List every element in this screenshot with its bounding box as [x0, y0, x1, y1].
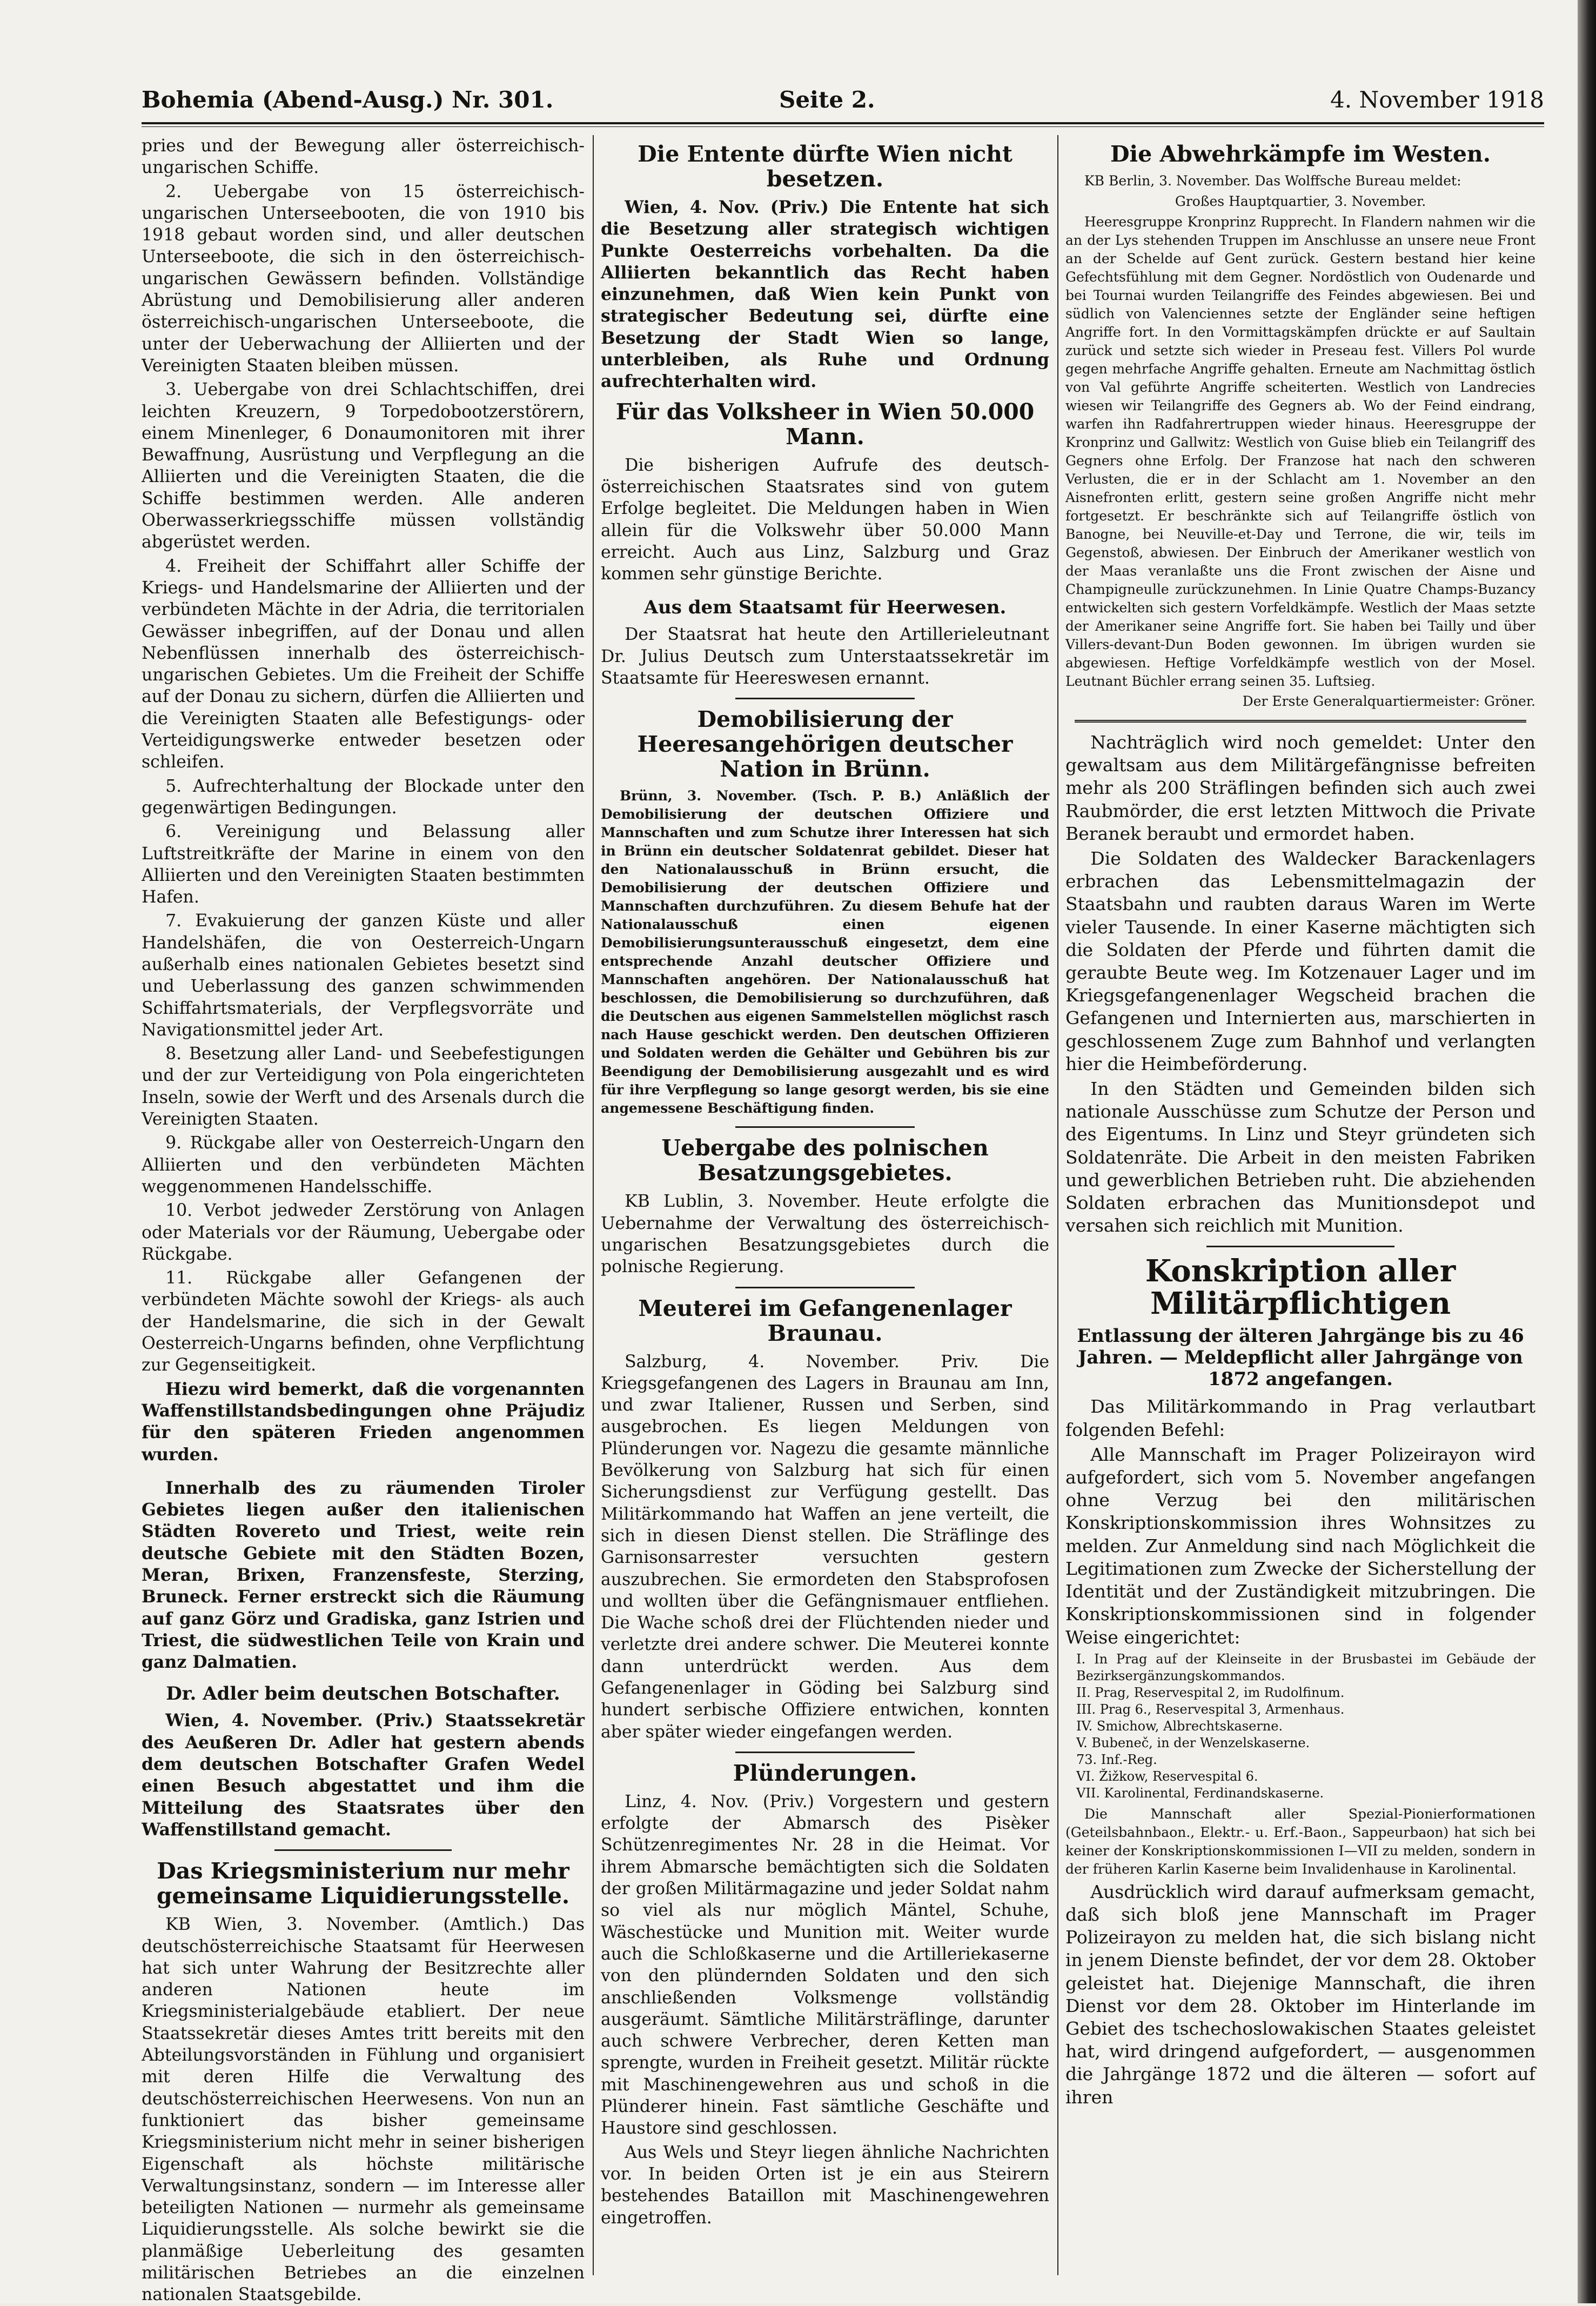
- header-date: 4. November 1918: [1330, 86, 1544, 113]
- article-paragraph: 11. Rückgabe aller Gefangenen der verbündeten Mächte sowohl der Kriegs- als auch der Handelsmarine, die sich in der Gewalt Oesterreich-Ungarns befinden, ohne Verpflichtung zur Gegenseitigkeit.: [142, 1268, 585, 1375]
- article-paragraph: 8. Besetzung aller Land- und Seebefestigungen und der zur Verteidigung von Pola eingerichteten Inseln, sowie der Werft und des Arsenals durch die Vereinigten Staaten.: [142, 1044, 585, 1129]
- headline-braunau: Meuterei im Gefangenenlager Braunau.: [638, 1295, 1012, 1346]
- waldeck-paragraph: Die Soldaten des Waldecker Barackenlagers erbrachen das Lebensmittelmagazin der Staatsbahn und raubten daraus Waren im Werte vieler Tausende. In einer Kaserne mächtigten sich die Soldaten der Pferde und führten damit die geraubte Beute weg. Im Kotzenauer Lager und im Kriegsgefangenenlager Wegscheid brachen die Gefangenen und Internierten aus, marschierten in geschlossenem Zuge zum Bahnhof und verlangten hier die Heimbeförderung.: [1065, 848, 1535, 1074]
- tirol-paragraph: Innerhalb des zu räumenden Tiroler Gebietes liegen außer den italienischen Städten Rovereto und Triest, weite rein deutsche Gebiete mit den Städten Bozen, Meran, Brixen, Franzensfeste, Sterzing, Bruneck. Ferner erstreckt sich die Räumung auf ganz Görz und Gradiska, ganz Istrien und Triest, die südwestlichen Teile von Krain und ganz Dalmatien.: [142, 1478, 585, 1673]
- page-header: [142, 81, 1544, 119]
- headline-kriegsministerium: Das Kriegsministerium nur mehr gemeinsame Liquidierungsstelle.: [156, 1858, 570, 1909]
- westen-intro: KB Berlin, 3. November. Das Wolffsche Bureau meldet:: [1084, 173, 1461, 189]
- spezial-paragraph: Die Mannschaft aller Spezial-Pionierformationen (Geteilsbahnbaon., Elektr.- u. Erf.-Baon., Sappeurbaon) hat sich bei keiner der Konskriptionskommissionen I—VII zu melden, sondern in der früheren Karlin Kaserne beim Invalidenhause in Karolinental.: [1065, 1806, 1535, 1877]
- staatsamt-paragraph: Der Staatsrat hat heute den Artillerieleutnant Dr. Julius Deutsch zum Unterstaatssekretär im Staatsamte für Heereswesen ernannt.: [601, 625, 1049, 689]
- article-paragraph: Hiezu wird bemerkt, daß die vorgenannten Waffenstillstandsbedingungen ohne Präjudiz für den späteren Frieden angenommen wurden.: [142, 1379, 585, 1465]
- list-item: III. Prag 6., Reservespital 3, Armenhaus.: [1076, 1701, 1345, 1717]
- headline-volksheer: Für das Volksheer in Wien 50.000 Mann.: [615, 398, 1035, 450]
- list-item: VI. Žižkow, Reservespital 6.: [1076, 1768, 1258, 1784]
- demobilisierung-paragraph: Brünn, 3. November. (Tsch. P. B.) Anläßlich der Demobilisierung der deutschen Offiziere und Mannschaften und zum Schutze ihrer Interessen hat sich in Brünn ein deutscher Soldatenrat gebildet. Dieser hat den Nationalausschuß in Brünn ersucht, die Demobilisierung der deutschen Offiziere und Mannschaften durchzuführen. Zu diesem Behufe hat der Nationalausschuß einen eigenen Demobilisierungsunterausschuß eingesetzt, dem eine entsprechende Anzahl deutscher Offiziere und Mannschaften angehören. Der Nationalausschuß hat beschlossen, die Demobilisierung so durchzuführen, daß die Deutschen aus eigenen Sammelstellen möglichst rasch nach Hause geschickt werden. Den deutschen Offizieren und Soldaten werden die Gehälter und Gebühren bis zur Beendigung der Demobilisierung ausgezahlt und es wird für ihre Verpflegung so lange gesorgt werden, bis sie eine angemessene Beschäftigung finden.: [601, 788, 1049, 1117]
- separator: [735, 698, 915, 699]
- headline-entente: Die Entente dürfte Wien nicht besetzen.: [638, 141, 1012, 192]
- westen-paragraph: Heeresgruppe Kronprinz Rupprecht. In Flandern nahmen wir die an der Lys stehenden Truppen im Anschlusse an unsere neue Front an der Schelde auf Gent zurück. Gestern bestand hier keine Gefechtsfühlung mit dem Gegner. Nordöstlich von Oudenarde und bei Tournai wurden Teilangriffe des Feindes abgewiesen. Bei und südlich von Valenciennes setzte der Engländer seine heftigen Angriffe fort. In den Vormittagskämpfen drückte er auf Saultain zurück und setzte sich wieder in Preseau fest. Villers Pol wurde gegen mehrfache Angriffe gehalten. Erneute am Nachmittag östlich von Val geführte Angriffe scheiterten. Westlich von Landrecies wiesen wir Teilangriffe des Gegners ab. Wo der Feind eindrang, warfen ihn Radfahrertruppen wieder hinaus. Heeresgruppe der Kronprinz und Gallwitz: Westlich von Guise blieb ein Teilangriff des Gegners ohne Erfolg. Der Franzose hat nach den schweren Verlusten, die er in der Schlacht am 1. November an den Aisnefronten erlitt, gestern seine großen Angriffe nicht mehr fortgesetzt. Er beschränkte sich auf Teilangriffe östlich von Banogne, bei Neuville-et-Day und Terrone, die wir, teils im Gegenstoß, abwiesen. Der Einbruch der Amerikaner westlich von der Maas veranlaßte uns die Front zwischen der Aisne und Champigneulle zurückzunehmen. In Linie Quatre Champs-Buzancy entwickelten sich gestern Vorfeldkämpfe. Westlich der Maas setzte der Amerikaner seine Angriffe fort. Sie haben bei Tailly und über Villers-devant-Dun Boden gewonnen. Im übrigen wurden sie abgewiesen. Heftige Vorfeldkämpfe westlich von der Mosel. Leutnant Büchler errang seinen 35. Luftsieg.: [1065, 214, 1535, 689]
- separator: [1075, 720, 1526, 723]
- list-item: IV. Smichow, Albrechtskaserne.: [1076, 1718, 1283, 1734]
- pluenderungen-paragraph: Aus Wels und Steyr liegen ähnliche Nachrichten vor. In beiden Orten ist je ein aus Steirern bestehendes Bataillon mit Maschinengewehren eingetroffen.: [601, 2142, 1049, 2228]
- column-rule: [593, 135, 594, 2275]
- nachtraeglich-paragraph: Nachträglich wird noch gemeldet: Unter den gewaltsam aus dem Militärgefängnisse befreiten mehr als 200 Sträflingen befinden sich auch zwei Raubmörder, die erst letzten Mittwoch die Private Beranek beraubt und ermordet haben.: [1065, 732, 1535, 844]
- list-item: II. Prag, Reservespital 2, im Rudolfinum.: [1076, 1685, 1345, 1700]
- header-page-number: Seite 2.: [779, 86, 875, 113]
- headline-konskription: Konskription aller Militärpflichtigen: [1145, 1253, 1456, 1322]
- commission-list: [1076, 1651, 1535, 1802]
- article-paragraph: 9. Rückgabe aller von Oesterreich-Ungarn den Alliierten und den verbündeten Mächten weggenommenen Handelsschiffe.: [142, 1133, 585, 1197]
- column-2: [601, 135, 1049, 2275]
- volksheer-paragraph: Die bisherigen Aufrufe des deutsch-österreichischen Staatsrates sind von gutem Erfolge begleitet. Die Meldungen haben in Wien allein für die Volkswehr über 50.000 Mann erreicht. Auch aus Linz, Salzburg und Graz kommen sehr günstige Berichte.: [601, 455, 1049, 584]
- scan-edge: [1578, 0, 1596, 2303]
- article-paragraph: 7. Evakuierung der ganzen Küste und aller Handelshäfen, die von Oesterreich-Ungarn außerhalb eines nationalen Gebietes besetzt sind und Ueberlassung des ganzen schwimmenden Schiffahrtsmaterials, der Verpflegsvorräte und Navigationsmittel jeder Art.: [142, 911, 585, 1040]
- article-paragraph: 4. Freiheit der Schiffahrt aller Schiffe der Kriegs- und Handelsmarine der Alliierten und der verbündeten Mächte in der Adria, die territorialen Gewässer inbegriffen, auf der Donau und allen Nebenflüssen innerhalb des österreichisch-ungarischen Gebietes. Um die Freiheit der Schiffe auf der Donau zu sichern, dürfen die Alliierten und die Vereinigten Staaten alle Befestigungs- oder Verteidigungswerke entweder besetzen oder schleifen.: [142, 556, 585, 772]
- article-paragraph: 6. Vereinigung und Belassung aller Luftstreitkräfte der Marine in einem von den Alliierten und den Vereinigten Staaten bestimmten Hafen.: [142, 822, 585, 907]
- article-paragraph: 2. Uebergabe von 15 österreichisch-ungarischen Unterseebooten, die von 1910 bis 1918 gebaut worden sind, und aller deutschen Unterseeboote, die sich in den österreichisch-ungarischen Gewässern befinden. Vollständige Abrüstung und Demobilisierung aller anderen österreichisch-ungarischen Unterseeboote, die unter der Ueberwachung der Alliierten und der Vereinigten Staaten bleiben müssen.: [142, 182, 585, 376]
- headline-demobilisierung: Demobilisierung der Heeresangehörigen deutscher Nation in Brünn.: [637, 706, 1013, 783]
- adler-paragraph: Wien, 4. November. (Priv.) Staatssekretär des Aeußeren Dr. Adler hat gestern abends dem deutschen Botschafter Grafen Wedel einen Besuch abgestattet und ihm die Mitteilung des Staatsrates über den Waffenstillstand gemacht.: [142, 1710, 585, 1840]
- subheadline-konskription: Entlassung der älteren Jahrgänge bis zu 46 Jahren. — Meldepflicht aller Jahrgänge von 1872 angefangen.: [1077, 1325, 1524, 1391]
- header-masthead: Bohemia (Abend-Ausg.) Nr. 301.: [142, 86, 554, 113]
- konskription-intro: Das Militärkommando in Prag verlautbart folgenden Befehl:: [1065, 1396, 1535, 1440]
- list-item: 73. Inf.-Reg.: [1076, 1752, 1157, 1767]
- list-item: I. In Prag auf der Kleinseite in der Brusbastei im Gebäude der Bezirksergänzungskommandos.: [1076, 1651, 1535, 1683]
- column-1: [142, 135, 585, 2305]
- header-rule: [142, 122, 1544, 127]
- article-paragraph: 3. Uebergabe von drei Schlachtschiffen, drei leichten Kreuzern, 9 Torpedobootzerstörern, einem Minenleger, 6 Donaumonitoren mit ihrer Bewaffnung, Ausrüstung und Verpflegung an die Alliierten und die Vereinigten Staaten, die die Schiffe bestimmen werden. Alle anderen Oberwasserkriegsschiffe müssen vollständig abgerüstet werden.: [142, 380, 585, 552]
- article-paragraph: 10. Verbot jedweder Zerstörung von Anlagen oder Materials vor der Räumung, Uebergabe oder Rückgabe.: [142, 1201, 585, 1264]
- list-item: V. Bubeneč, in der Wenzelskaserne.: [1076, 1735, 1310, 1750]
- pluenderungen-paragraph: Linz, 4. Nov. (Priv.) Vorgestern und gestern erfolgte der Abmarsch des Pisèker Schützenregimentes Nr. 28 in die Heimat. Vor ihrem Abmarsche bemächtigten sich die Soldaten der großen Militärmagazine und jeder Soldat nahm so viel als nur möglich Mäntel, Schuhe, Wäschestücke und Munition mit. Weiter wurde auch die Schloßkaserne und die Artilleriekaserne von den plündernden Soldaten und den sich anschließenden Volksmenge vollständig ausgeräumt. Sämtliche Militärsträflinge, darunter auch schwere Verbrecher, deren Ketten man sprengte, wurden in Freiheit gesetzt. Militär rückte mit Maschinengewehren aus und schoß in die Plünderer hinein. Fast sämtliche Geschäfte und Haustore sind geschlossen.: [601, 1792, 1049, 2138]
- headline-adler: Dr. Adler beim deutschen Botschafter.: [166, 1683, 560, 1705]
- separator: [735, 1752, 915, 1753]
- braunau-paragraph: Salzburg, 4. November. Priv. Die Kriegsgefangenen des Lagers in Braunau am Inn, und zwar Italiener, Russen und Serben, sind ausgebrochen. Es liegen Meldungen von Plünderungen vor. Nagezu die gesamte männliche Bevölkerung von Salzburg hat sich für einen Sicherungsdienst zur Verfügung gestellt. Das Militärkommando hat Waffen an jene verteilt, die sich in diesen Dienst stellen. Die Sträflinge des Garnisonsarrester versuchten gestern auszubrechen. Sie ermordeten den Stabsprofosen und wollten über die Gefängnismauer entfliehen. Die Wache schoß drei der Flüchtenden nieder und verletzte drei andere schwer. Die Meuterei konnte dann unterdrückt werden. Aus dem Gefangenenlager in Göding bei Salzburg sind hundert serbische Offiziere entwichen, konnten aber später wieder eingefangen werden.: [601, 1352, 1049, 1742]
- separator: [1206, 1246, 1394, 1247]
- konskription-paragraph: Alle Mannschaft im Prager Polizeirayon wird aufgefordert, sich vom 5. November angefangen ohne Verzug bei den militärischen Konskriptionskommission ihres Wohnsitzes zu melden. Zur Anmeldung sind nach Möglichkeit die Legitimationen zum Zwecke der Sicherstellung der Identität und der Zuständigkeit mitzubringen. Die Konskriptionskommissionen sind in folgender Weise eingerichtet:: [1065, 1443, 1535, 1648]
- kriegsministerium-paragraph: KB Wien, 3. November. (Amtlich.) Das deutschösterreichische Staatsamt für Heerwesen hat sich unter Wahrung der Besitzrechte aller anderen Nationen heute im Kriegsministerialgebäude etabliert. Der neue Staatssekretär dieses Amtes tritt bereits mit den Abteilungsvorständen in Fühlung und organisiert mit deren Hilfe die Verwaltung des deutschösterreichischen Heerwesens. Von nun an funktioniert das bisher gemeinsame Kriegsministerium nicht mehr in seiner bisherigen Eigenschaft als höchste militärische Verwaltungsinstanz, sondern — im Interesse aller beteiligten Nationen — nurmehr als gemeinsame Liquidierungsstelle. Als solche bewirkt sie die planmäßige Ueberleitung des gesamten militärischen Betriebes an die einzelnen nationalen Staatsgebilde.: [142, 1915, 585, 2305]
- separator: [274, 1849, 452, 1851]
- headline-polnisch: Uebergabe des polnischen Besatzungsgebietes.: [661, 1135, 989, 1186]
- article-paragraph: pries und der Bewegung aller österreichisch-ungarischen Schiffe.: [142, 136, 585, 178]
- headline-westen: Die Abwehrkämpfe im Westen.: [1110, 141, 1491, 167]
- article-paragraph: 5. Aufrechterhaltung der Blockade unter den gegenwärtigen Bedingungen.: [142, 776, 585, 818]
- column-3: [1065, 135, 1535, 2275]
- ausdruecklich-paragraph: Ausdrücklich wird darauf aufmerksam gemacht, daß sich bloß jene Mannschaft im Prager Polizeirayon zu melden hat, die sich bislang nicht in jenem Dienste befindet, der vor dem 28. Oktober geleistet hat. Diejenige Mannschaft, die ihren Dienst vor dem 28. Oktober im Hinterlande im Gebiet des tschechoslowakischen Staates geleistet hat, wird dringend aufgefordert, — ausgenommen die Jahrgänge 1872 und die älteren — sofort auf ihren: [1065, 1881, 1535, 2108]
- column-rule: [1057, 135, 1058, 2275]
- headline-pluenderungen: Plünderungen.: [733, 1760, 917, 1786]
- list-item: VII. Karolinental, Ferdinandskaserne.: [1076, 1785, 1324, 1801]
- entente-paragraph: Wien, 4. Nov. (Priv.) Die Entente hat sich die Besetzung aller strategisch wichtigen Punkte Oesterreichs vorbehalten. Da die Alliierten bekanntlich das Recht haben einzunehmen, daß Wien kein Punkt von strategischer Bedeutung sei, dürfte eine Besetzung der Stadt Wien so lange, unterbleiben, als Ruhe und Ordnung aufrechterhalten wird.: [601, 197, 1049, 392]
- separator: [735, 1287, 915, 1288]
- westen-hq: Großes Hauptquartier, 3. November.: [1175, 193, 1426, 209]
- headline-staatsamt: Aus dem Staatsamt für Heerwesen.: [643, 597, 1007, 619]
- staedte-paragraph: In den Städten und Gemeinden bilden sich nationale Ausschüsse zum Schutze der Person und des Eigentums. In Linz und Steyr gründeten sich Soldatenräte. Die Arbeit in den meisten Fabriken und gewerblichen Betrieben ruht. Die abziehenden Soldaten erbrachen das Munitionsdepot und versahen sich reichlich mit Munition.: [1065, 1078, 1535, 1236]
- polnisch-paragraph: KB Lublin, 3. November. Heute erfolgte die Uebernahme der Verwaltung des österreichisch-ungarischen Besatzungsgebietes durch die polnische Regierung.: [601, 1192, 1049, 1277]
- separator: [735, 1126, 915, 1128]
- westen-signature: Der Erste Generalquartiermeister: Gröner.: [1242, 693, 1535, 709]
